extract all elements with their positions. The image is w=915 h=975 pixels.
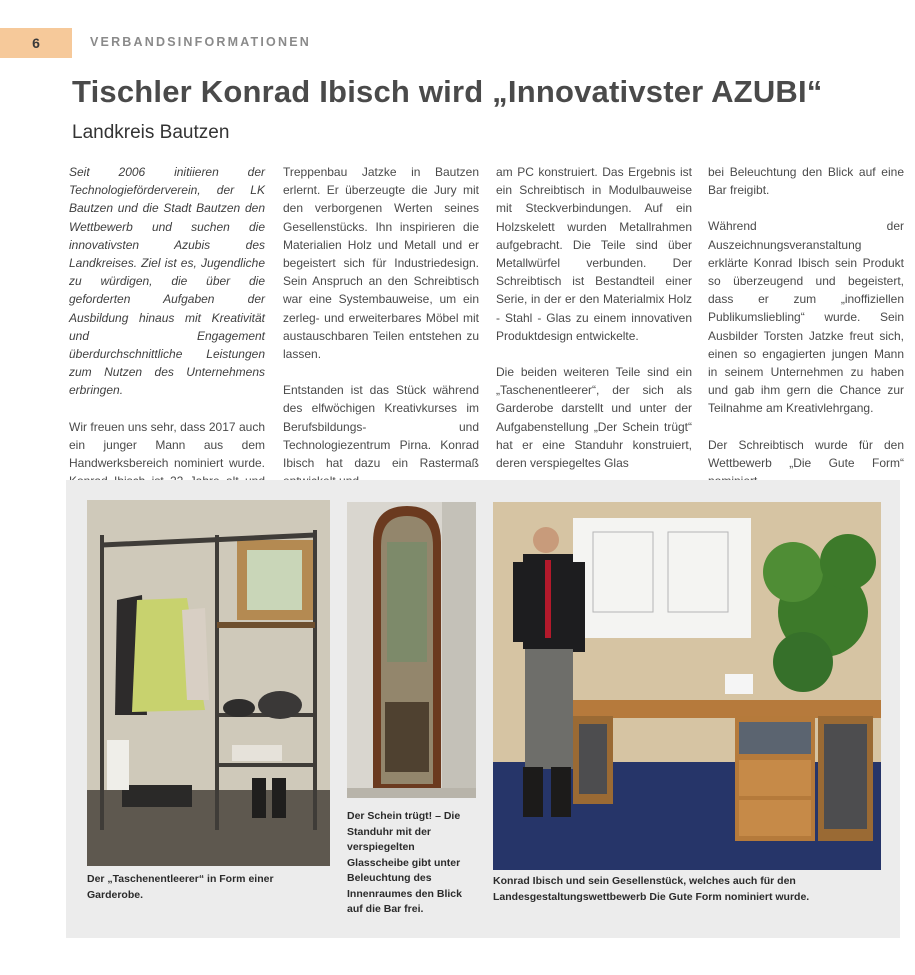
text-column-2 <box>283 163 479 508</box>
section-label: VERBANDSINFORMATIONEN <box>90 35 311 49</box>
photo-caption: Konrad Ibisch und sein Gesellenstück, welches auch für den Landesgestaltungswettbewerb Die Gute Form nominiert wurde. <box>493 875 810 903</box>
clock-photo <box>347 502 476 798</box>
wardrobe-illustration <box>87 500 330 866</box>
body-paragraph: am PC konstruiert. Das Ergebnis ist ein Schreibtisch in Modulbauweise mit Steckverbindungen. Auf ein Holzskelett wurden Metallrahmen aufgebracht. Die Teile sind über Metallwürfel verbunden. Der Schreibtisch ist Bestandteil einer Serie, in der er den Materialmix Holz - Stahl - Glas zu einem innovativen Produktdesign entwickelte. <box>496 165 692 343</box>
desk-photo <box>493 502 881 870</box>
text-column-4 <box>708 163 904 508</box>
intro-paragraph: Seit 2006 initiieren der Technologieförderverein, der LK Bautzen und die Stadt Bautzen den Wettbewerb und suchen die innovativsten Azubis des Landkreises. Ziel ist es, Jugendliche zu würdigen, die über die geforderten Aufgaben der Ausbildung hinaus mit Kreativität und Engagement überdurchschnittliche Leistungen zum Nutzen des Unternehmens erbringen. <box>69 165 265 398</box>
wardrobe-photo <box>87 500 330 866</box>
body-paragraph: bei Beleuchtung den Blick auf eine Bar freigibt. <box>708 165 904 198</box>
body-paragraph: Entstanden ist das Stück während des elfwöchigen Kreativkurses im Berufsbildungs- und Technologiezentrum Pirna. Konrad Ibisch hat dazu ein Rastermaß <box>283 383 479 471</box>
article-subtitle: Landkreis Bautzen <box>72 122 230 143</box>
photo-caption: Der Schein trügt! – Die Standuhr mit der verspiegelten Glasscheibe gibt unter Beleuchtung des Innenraumes den Blick auf die Bar frei. <box>347 810 462 915</box>
body-paragraph: Der Schreibtisch wurde für den Wettbewerb „Die Gute Form“ <box>708 437 904 470</box>
photo-caption: Der „Taschenentleerer“ in Form einer Garderobe. <box>87 873 274 901</box>
body-paragraph: Wir freuen uns sehr, dass 2017 auch ein junger Mann aus dem Handwerksbereich nominiert wurde. <box>69 419 265 471</box>
page-number: 6 <box>0 28 72 58</box>
desk-illustration <box>493 502 881 870</box>
article-title: Tischler Konrad Ibisch wird „Innovativster AZUBI“ <box>72 74 823 109</box>
clock-illustration <box>347 502 476 798</box>
text-column-1 <box>69 163 265 527</box>
text-column-3 <box>496 163 692 490</box>
body-paragraph: Treppenbau Jatzke in Bautzen erlernt. Er überzeugte die Jury mit den verborgenen Werten seines Gesellenstücks. Ihn inspirieren die Materialien Holz und Metall und er begeistert sich für Industriedesign. Sein Anspruch an den Schreibtisch war eine Systembauweise, um ein zerleg- und erweiterbares Möbel mit austauschbaren Teilen entstehen zu lassen. <box>283 165 479 362</box>
body-paragraph: Während der Auszeichnungsveranstaltung erklärte Konrad Ibisch sein Produkt so überzeugend und begeistert, dass er zum „inoffiziellen Publikumsliebling“ wurde. Sein Ausbilder Torsten Jatzke freut sich, einen so engagierten jungen Mann in seinem Unternehmen zu haben und gab ihm gern die Chance zur Teilnahme am Kreativlehrgang. <box>708 219 904 416</box>
body-paragraph: Die beiden weiteren Teile sind ein „Taschenentleerer“, der sich als Garderobe darstellt und unter der Aufgabenstellung „Der Schein trügt“ hat er eine Standuhr konstruiert, deren verspiegeltes Glas <box>496 365 692 471</box>
